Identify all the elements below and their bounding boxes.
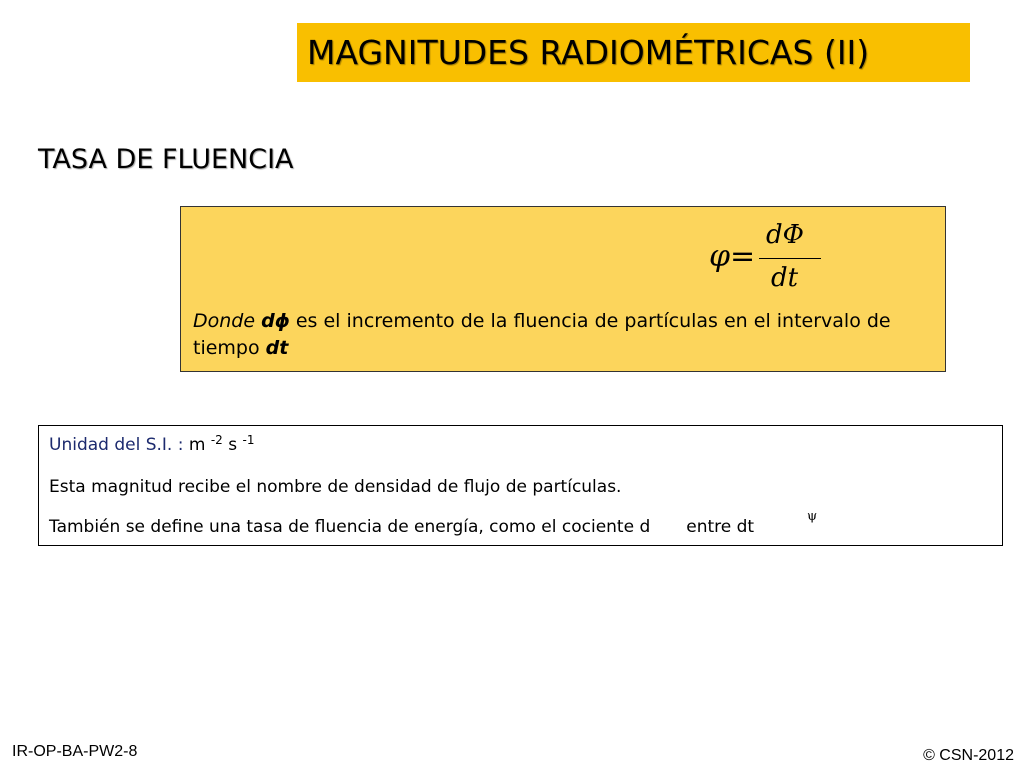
psi-symbol: ψ: [807, 509, 818, 524]
unit-s-exponent: -1: [242, 433, 255, 447]
formula: [709, 217, 839, 292]
unit-m-exponent: -2: [210, 433, 223, 447]
title-banner: [297, 23, 970, 82]
formula-denominator: dt: [771, 263, 799, 293]
section-heading: TASA DE FLUENCIA: [38, 144, 294, 175]
unit-s: s: [222, 435, 243, 455]
energy-rate-start: También se define una tasa de fluencia de energía, como el cociente d: [49, 517, 651, 537]
desc-dt: dt: [265, 337, 289, 359]
unit-m: m: [188, 435, 211, 455]
energy-rate-end: entre dt: [686, 517, 755, 537]
si-unit-line: [49, 432, 254, 458]
copyright: © CSN-2012: [923, 747, 1014, 764]
desc-dphi: dϕ: [261, 310, 290, 332]
slide-code: IR-OP-BA-PW2-8: [12, 743, 138, 760]
density-note: Esta magnitud recibe el nombre de densidad de flujo de partículas.: [49, 477, 622, 497]
desc-middle: es el incremento de la fluencia de partículas en el intervalo de tiempo: [193, 310, 891, 359]
fraction-bar: [759, 258, 821, 259]
si-unit-label: Unidad del S.I. :: [49, 435, 189, 455]
unit-box: [38, 425, 1003, 546]
formula-lhs: φ=: [709, 239, 756, 274]
formula-box: [180, 206, 946, 372]
desc-donde: Donde: [193, 310, 256, 332]
slide-title: MAGNITUDES RADIOMÉTRICAS (II): [307, 33, 870, 72]
energy-rate-note: [49, 514, 754, 540]
formula-description: [193, 308, 913, 362]
formula-numerator: dΦ: [766, 220, 804, 250]
